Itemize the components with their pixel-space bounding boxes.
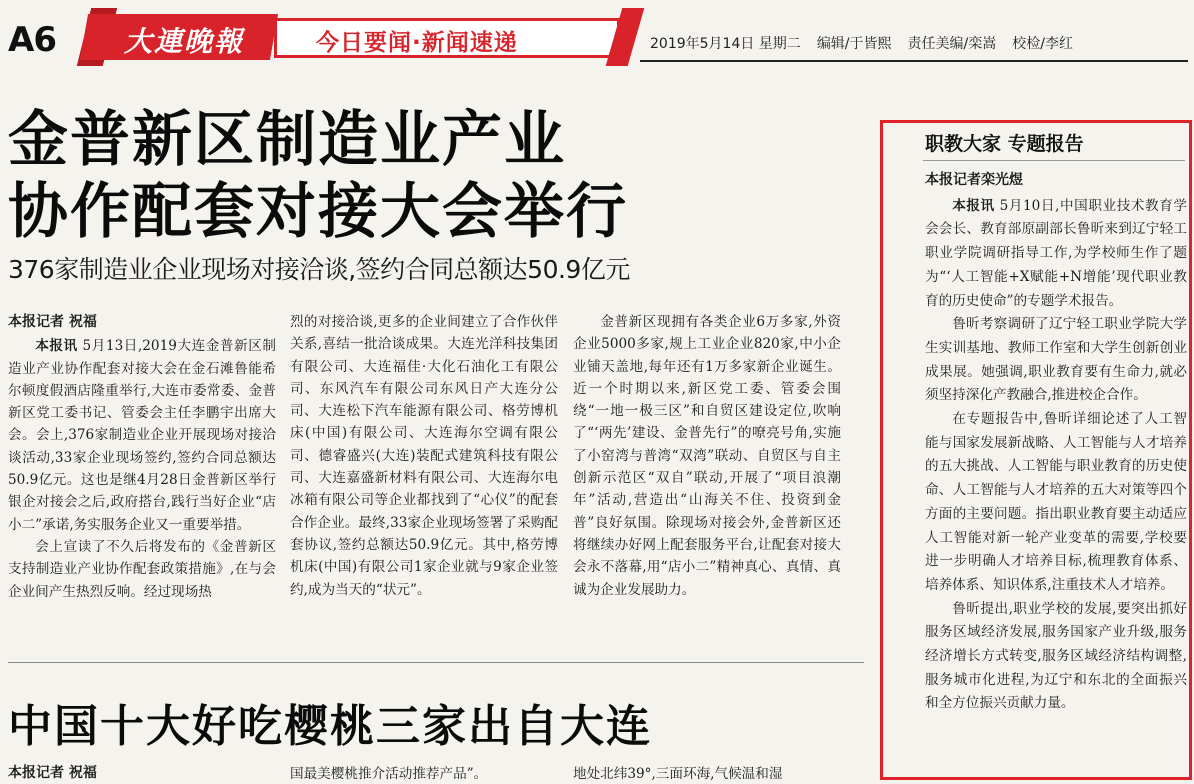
sidebar-dateline-lead: 本报讯 [952,197,995,214]
header-rule [640,60,1188,62]
article-column-1 [8,311,276,603]
article-paragraph: 烈的对接洽谈,更多的企业间建立了合作伙伴关系,喜结一批洽谈成果。大连光洋科技集团有限公司、大连福佳·大化石油化工有限公司、东风汽车有限公司东风日产大连分公司、大连松下汽车能源有限公司、格劳博机床(中国)有限公司、大连海尔空调有限公司、德睿盛兴(大连)装配式建筑科技有限公司、大连嘉盛新材料有限公司、大连海尔电冰箱有限公司等企业都找到了“心仪”的配套合作企业。最终,33家企业现场签署了采购配套协议,签约总额达50.9亿元。其中,格劳博机床(中国)有限公司1家企业就与9家企业签约,成为当天的“状元”。 [290,314,558,598]
page-number: A6 [8,20,56,60]
paragraph-text: 5月10日,中国职业技术教育学会会长、教育部原副部长鲁昕来到辽宁轻工职业学院调研指导工作,为学校师生作了题为“‘人工智能+X赋能+N增能’现代职业教育的历史使命”的专题学术报告。 [925,197,1187,309]
sidebar-report-box [880,120,1192,780]
sidebar-paragraph: 在专题报告中,鲁昕详细论述了人工智能与国家发展新战略、人工智能与人才培养的五大挑战、人工智能与职业教育的历史使命、人工智能与人才培养的五大对策等四个方面的主要问题。指出职业教育要主动适应人工智能对新一轮产业变革的需要,学校要进一步明确人才培养目标,梳理教育体系、培养体系、知识体系,注重技术人才培养。 [925,411,1187,593]
newspaper-logo: 大連晚報 [124,25,245,58]
article-column-2 [290,311,558,601]
second-story-snippet-col3: 地处北纬39°,三面环海,气候温和湿 [573,766,783,782]
masthead-banner [84,8,636,66]
paragraph-text: 5月13日,2019大连金普新区制造业产业协作配套对接大会在金石滩鲁能希尔顿度假酒店隆重举行,大连市委常委、金普新区党工委书记、管委会主任李鹏宇出席大会。会上,376家制造业企业开展现场对接洽谈活动,33家企业现场签约,签约合同总额达50.9亿元。这也是继4月28日金普新区举行银企对接会之后,政府搭台,践行当好企业“店小二”承诺,务实服务企业又一重要举措。 [8,338,276,533]
sidebar-paragraph: 鲁昕考察调研了辽宁轻工职业学院大学生实训基地、教师工作室和大学生创新创业成果展。她强调,职业教育要有生命力,就必须坚持深化产教融合,推进校企合作。 [925,316,1187,404]
art-editor-credit: 责任美编/栾嵩 [907,36,997,52]
second-story-snippet-col2: 国最美樱桃推介活动推荐产品”。 [290,766,488,782]
lead-headline-line2: 协作配套对接大会举行 [8,177,628,247]
lead-subheadline: 376家制造业企业现场对接洽谈,签约合同总额达50.9亿元 [8,255,630,284]
section-title: 今日要闻·新闻速递 [316,30,518,56]
sidebar-title: 职教大家 专题报告 [925,133,1084,155]
sidebar-byline: 本报记者栾光煜 [925,172,1023,188]
article-paragraph [8,335,276,536]
story-divider [8,662,864,663]
article-paragraph: 会上宣读了不久后将发布的《金普新区支持制造业产业协作配套政策措施》,在与会企业间产生热烈反响。经过现场热 [8,538,276,600]
lead-headline-line1: 金普新区制造业产业 [8,105,566,175]
issue-date: 2019年5月14日 星期二 [650,36,801,52]
lead-headline [8,104,868,248]
sidebar-body [925,169,1187,716]
second-byline: 本报记者 祝福 [8,765,97,781]
article-column-3 [573,311,841,601]
proofreader-credit: 校检/李红 [1012,36,1073,52]
editor-credit: 编辑/于皆熙 [816,36,892,52]
sidebar-paragraph: 鲁昕提出,职业学校的发展,要突出抓好服务区域经济发展,服务国家产业升级,服务经济增长方式转变,服务区域经济结构调整,服务城市化进程,为辽宁和东北的全面振兴和全方位振兴贡献力量。 [925,600,1187,712]
sidebar-rule [923,160,1185,161]
dateline-lead: 本报讯 [35,338,78,355]
article-paragraph: 金普新区现拥有各类企业6万多家,外资企业5000多家,规上工业企业820家,中小企业铺天盖地,每年还有1万多家新企业诞生。近一个时期以来,新区党工委、管委会围绕“一地一极三区”和自贸区建设定位,吹响了“‘两先’建设、金普先行”的嘹亮号角,实施了小窑湾与普湾“双湾”联动、自贸区与自主创新示范区“双自”联动,开展了“项目浪潮年”活动,营造出“山海关不住、投资到金普”良好氛围。除现场对接会外,金普新区还将继续办好网上配套服务平台,让配套对接大会永不落幕,用“店小二”精神真心、真情、真诚为企业发展助力。 [573,314,841,598]
second-headline: 中国十大好吃樱桃三家出自大连 [8,701,652,752]
article-byline: 本报记者 祝福 [8,314,97,330]
header-info [650,33,1073,53]
sidebar-paragraph [925,195,1187,314]
